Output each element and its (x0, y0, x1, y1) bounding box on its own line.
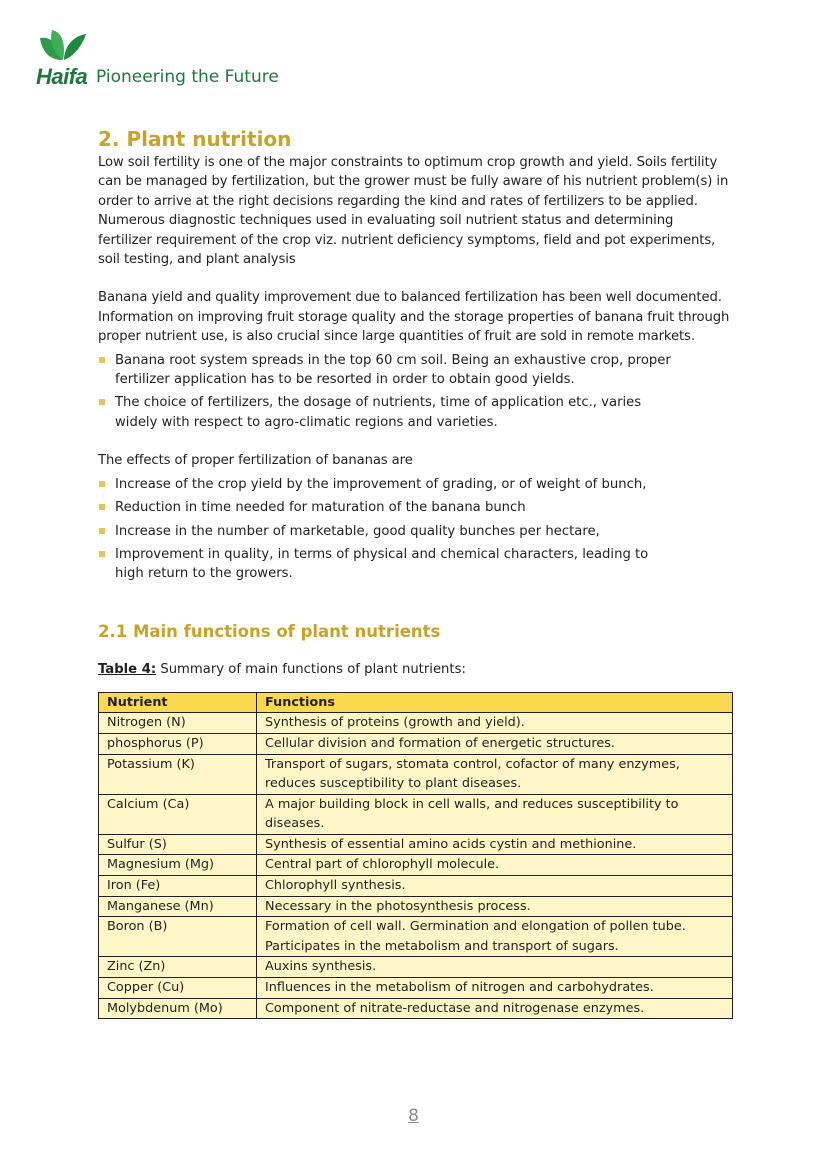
table-row (99, 794, 733, 834)
bullet-square-icon (99, 528, 105, 534)
bullet-square-icon (99, 399, 105, 405)
nutrient-cell: Magnesium (Mg) (99, 855, 257, 876)
intro-paragraph: Low soil fertility is one of the major constraints to optimum crop growth and yield. Soils fertility can be managed by fertilization, but the grower must be fully aware of his nutrient problem(s) in order to arrive at the right decisions regarding the kind and rates of fertilizers to be applied. Numerous diagnostic techniques used in evaluating soil nutrient status and determining fertilizer requirement of the crop viz. nutrient deficiency symptoms, field and pot experiments, soil testing, and plant analysis (98, 155, 729, 268)
brand-tagline: Pioneering the Future (96, 67, 279, 87)
nutrient-cell: Boron (B) (99, 917, 257, 957)
function-cell: Chlorophyll synthesis. (257, 876, 733, 897)
table-row (99, 876, 733, 897)
table-row (99, 834, 733, 855)
function-cell: Formation of cell wall. Germination and elongation of pollen tube. Participates in the metabolism and transport of sugars. (257, 917, 733, 957)
list-item: Increase in the number of marketable, good quality bunches per hectare, (98, 522, 675, 541)
effects-intro: The effects of proper fertilization of bananas are (98, 453, 413, 469)
function-cell: Auxins synthesis. (257, 957, 733, 978)
bullet-list-root (98, 351, 730, 433)
haifa-leaf-logo-icon (36, 26, 90, 68)
nutrient-functions-table (98, 692, 733, 1020)
list-item: Reduction in time needed for maturation of the banana bunch (98, 498, 675, 517)
table-header-row (99, 692, 733, 713)
bullet-square-icon (99, 504, 105, 510)
table-row (99, 998, 733, 1019)
list-item: Increase of the crop yield by the improvement of grading, or of weight of bunch, (98, 475, 675, 494)
table-row (99, 957, 733, 978)
list-item: The choice of fertilizers, the dosage of nutrients, time of application etc., varies widely with respect to agro-climatic regions and varieties. (98, 393, 675, 432)
function-cell: Central part of chlorophyll molecule. (257, 855, 733, 876)
list-item: Banana root system spreads in the top 60 cm soil. Being an exhaustive crop, proper fertilizer application has to be resorted in order to obtain good yields. (98, 351, 675, 390)
bullet-square-icon (99, 551, 105, 557)
column-header-functions: Functions (257, 692, 733, 713)
table-row (99, 978, 733, 999)
nutrient-cell: phosphorus (P) (99, 733, 257, 754)
bullet-square-icon (99, 357, 105, 363)
brand-wordmark: Haifa (36, 64, 88, 89)
function-cell: Influences in the metabolism of nitrogen and carbohydrates. (257, 978, 733, 999)
table-row (99, 713, 733, 734)
bullet-square-icon (99, 481, 105, 487)
nutrient-cell: Nitrogen (N) (99, 713, 257, 734)
nutrient-cell: Copper (Cu) (99, 978, 257, 999)
table-caption-label: Table 4: (98, 661, 157, 677)
table-caption (98, 662, 730, 677)
table-caption-text: Summary of main functions of plant nutrients: (156, 661, 466, 677)
section-title: 2. Plant nutrition (98, 127, 292, 151)
page-content (98, 127, 730, 1019)
nutrient-cell: Calcium (Ca) (99, 794, 257, 834)
yield-paragraph: Banana yield and quality improvement due to balanced fertilization has been well documented. Information on improving fruit storage quality and the storage properties of banana fruit through proper nutrient use, is also crucial since large quantities of fruit are sold in remote markets. (98, 290, 730, 345)
function-cell: A major building block in cell walls, and reduces susceptibility to diseases. (257, 794, 733, 834)
function-cell: Synthesis of proteins (growth and yield). (257, 713, 733, 734)
function-cell: Cellular division and formation of energetic structures. (257, 733, 733, 754)
subsection-title: 2.1 Main functions of plant nutrients (98, 621, 441, 641)
table-row (99, 855, 733, 876)
page-number: 8 (408, 1106, 419, 1126)
nutrient-cell: Molybdenum (Mo) (99, 998, 257, 1019)
function-cell: Synthesis of essential amino acids cystin and methionine. (257, 834, 733, 855)
column-header-nutrient: Nutrient (99, 692, 257, 713)
function-cell: Component of nitrate-reductase and nitrogenase enzymes. (257, 998, 733, 1019)
table-row (99, 917, 733, 957)
nutrient-cell: Manganese (Mn) (99, 896, 257, 917)
table-row (99, 733, 733, 754)
list-item: Improvement in quality, in terms of physical and chemical characters, leading to high return to the growers. (98, 545, 675, 584)
nutrient-cell: Sulfur (S) (99, 834, 257, 855)
function-cell: Necessary in the photosynthesis process. (257, 896, 733, 917)
nutrient-cell: Potassium (K) (99, 754, 257, 794)
table-row (99, 896, 733, 917)
function-cell: Transport of sugars, stomata control, cofactor of many enzymes, reduces susceptibility to plant diseases. (257, 754, 733, 794)
nutrient-cell: Iron (Fe) (99, 876, 257, 897)
effects-list (98, 475, 730, 584)
nutrient-cell: Zinc (Zn) (99, 957, 257, 978)
table-row (99, 754, 733, 794)
